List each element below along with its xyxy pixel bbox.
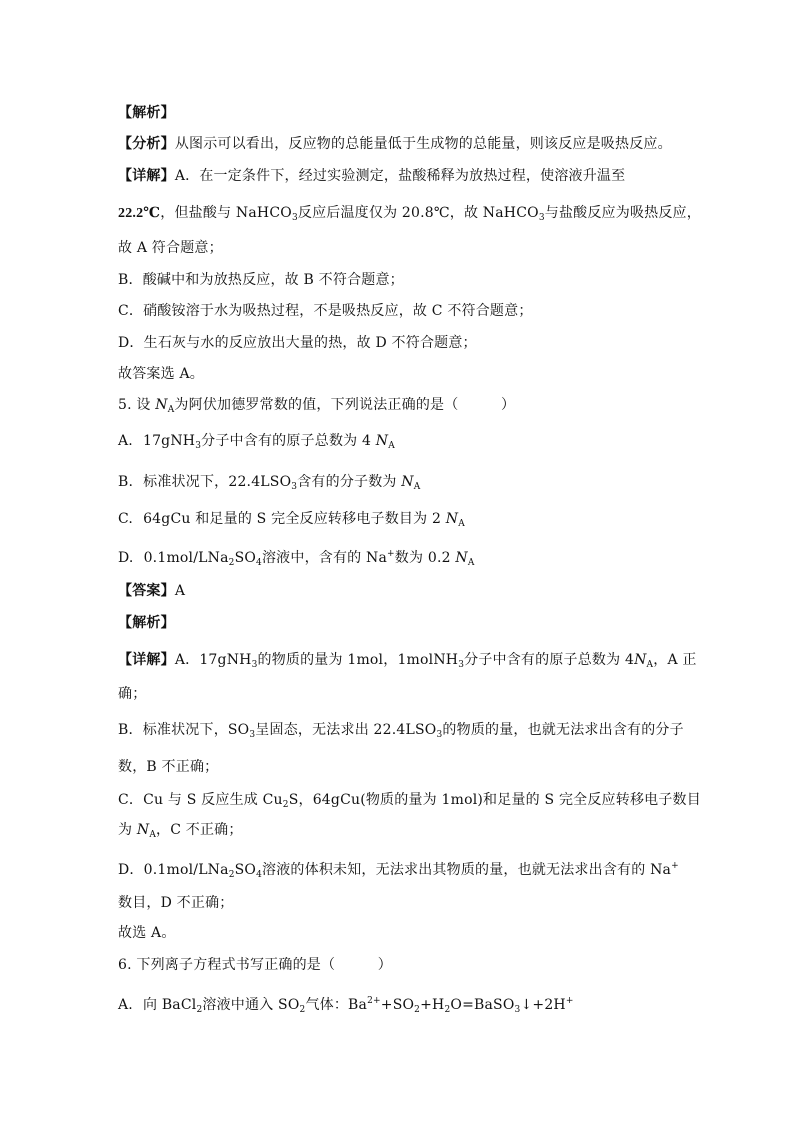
italic-N: N [445,511,459,527]
xiangjie2-lineC1 [118,790,701,815]
subscript: 3 [195,441,202,451]
option-label: C. [118,511,134,527]
xiangjie2-lineC2 [118,820,243,845]
text-frag: ，但盐酸与 NaHCO [160,205,292,221]
text-frag: ↓+2H [520,997,566,1013]
subscript: 4 [256,558,262,568]
text-frag: 5. 设 [118,397,156,413]
text-frag: B．标准状况下，SO [118,722,250,738]
analysis-header: 【解析】 [118,105,175,121]
text-frag: 为 [118,822,137,838]
subscript: 3 [249,730,256,740]
text-frag: 向 BaCl [142,997,197,1013]
q6-stem: 6. 下列离子方程式书写正确的是（ ） [118,957,393,973]
subscript: A [467,558,475,568]
subscript: A [388,441,395,451]
xiangjie2-lineB1 [118,720,684,745]
xiangjie2-lineD2: 数目，D 不正确； [118,895,234,911]
subscript: 3 [291,482,298,492]
subscript: 2 [299,1005,306,1015]
xiangjie1-lineB: B．酸碱中和为放热反应，故 B 不符合题意； [118,272,404,288]
text-frag: 分子中含有的原子总数为 4 [201,433,376,449]
text-frag: A．17gNH [174,652,252,668]
xiangjie1-line2 [118,203,701,228]
fenxi-text: 从图示可以看出，反应物的总能量低于生成物的总能量，则该反应是吸热反应。 [174,136,672,152]
subscript: 3 [458,660,465,670]
text-frag: 为阿伏加德罗常数的值，下列说法正确的是（ ） [174,397,516,413]
xiangjie2-lineB2: 数，B 不正确； [118,759,219,775]
text-frag: 标准状况下，22.4LSO [143,474,292,490]
subscript: 3 [251,660,258,670]
xiangjie1-lineD: D．生石灰与水的反应放出大量的热，故 D 不符合题意； [118,335,477,351]
text-frag: 溶液中通入 SO [202,997,300,1013]
q5-stem [118,395,515,420]
text-frag: 的物质的量为 1mol，1molNH [257,652,459,668]
option-label: A. [118,997,133,1013]
xiangjie2-lineD1 [118,856,679,885]
subscript: 3 [514,1005,521,1015]
italic-N: N [455,550,468,566]
italic-N: N [634,652,647,668]
text-frag: D．0.1mol/LNa [118,862,229,878]
subscript: A [646,660,654,670]
subscript: 2 [414,1005,421,1015]
superscript: 2+ [367,996,381,1006]
subscript: 2 [196,1005,203,1015]
text-frag: 气体：Ba [305,997,368,1013]
text-frag: SO [234,862,257,878]
italic-N: N [136,822,150,838]
italic-N: N [401,474,414,490]
text-frag: 分子中含有的原子总数为 4 [464,652,635,668]
subscript: 3 [291,213,298,223]
subscript: 3 [436,730,443,740]
text-frag: 溶液中，含有的 Na [261,550,388,566]
text-frag: ，C 不正确； [156,822,243,838]
text-frag: 17gNH [142,433,196,449]
text-frag: 数为 0.2 [394,550,456,566]
q5-option-a [118,431,395,456]
q6-option-a [118,991,574,1020]
text-frag: O=BaSO [450,997,515,1013]
text-frag: 与盐酸反应为吸热反应， [544,205,701,221]
italic-N: N [155,397,168,413]
subscript: A [167,405,175,415]
xiangjie2-lineA1 [118,650,697,675]
xiangjie1-conclusion: 故答案选 A。 [118,366,204,382]
superscript: + [387,549,395,559]
text-frag: 溶液的体积未知，无法求出其物质的量，也就无法求出含有的 Na [262,862,672,878]
subscript: 2 [444,1005,451,1015]
text-frag: SO [234,550,257,566]
text-frag: C．Cu 与 S 反应生成 Cu [118,792,283,808]
text-frag: 呈固态，无法求出 22.4LSO [255,722,437,738]
answer-tag: 【答案】 [118,583,175,599]
xiangjie1-tag: 【详解】 [118,168,175,184]
option-label: D. [118,550,134,566]
answer-line [118,581,185,601]
xiangjie2-conclusion: 故选 A。 [118,925,176,941]
answer-value: A [174,583,186,599]
xiangjie1-lineC: C．硝酸铵溶于水为吸热过程，不是吸热反应，故 C 不符合题意； [118,303,533,319]
text-frag: S，64gCu(物质的量为 1mol)和足量的 S 完全反应转移电子数目 [288,792,701,808]
superscript: + [565,996,574,1006]
subscript: 2 [228,870,235,880]
text-frag: +SO [380,997,415,1013]
subscript: A [149,830,157,840]
text-frag: 反应后温度仅为 20.8℃，故 NaHCO [297,205,539,221]
text-frag: +H [420,997,445,1013]
subscript: 2 [228,558,235,568]
analysis-header-2: 【解析】 [118,615,175,631]
superscript: + [671,861,679,871]
subscript: 2 [282,800,289,810]
q5-option-b [118,472,420,497]
temp-value: 22.2℃ [118,206,161,221]
xiangjie2-lineA2: 确； [118,686,147,702]
fenxi-tag: 【分析】 [118,136,175,152]
subscript: 3 [538,213,545,223]
xiangjie1-line3: 故 A 符合题意； [118,240,223,256]
fenxi-line [118,134,672,154]
text-frag: ，A 正 [653,652,697,668]
xiangjie1-line1 [118,166,625,186]
q5-option-c [118,509,465,534]
subscript: A [458,519,465,529]
italic-N: N [375,433,389,449]
text-frag: 64gCu 和足量的 S 完全反应转移电子数目为 2 [143,511,446,527]
option-label: A. [118,433,133,449]
text-frag: 0.1mol/LNa [143,550,229,566]
text-frag: 含有的分子数为 [297,474,402,490]
subscript: 4 [256,870,263,880]
text-frag: 的物质的量，也就无法求出含有的分子 [442,722,684,738]
option-label: B. [118,474,134,490]
subscript: A [413,482,421,492]
q5-option-d [118,544,475,573]
xiangjie1-text1: A．在一定条件下，经过实验测定，盐酸稀释为放热过程，使溶液升温至 [174,168,626,184]
xiangjie2-tag: 【详解】 [118,652,175,668]
